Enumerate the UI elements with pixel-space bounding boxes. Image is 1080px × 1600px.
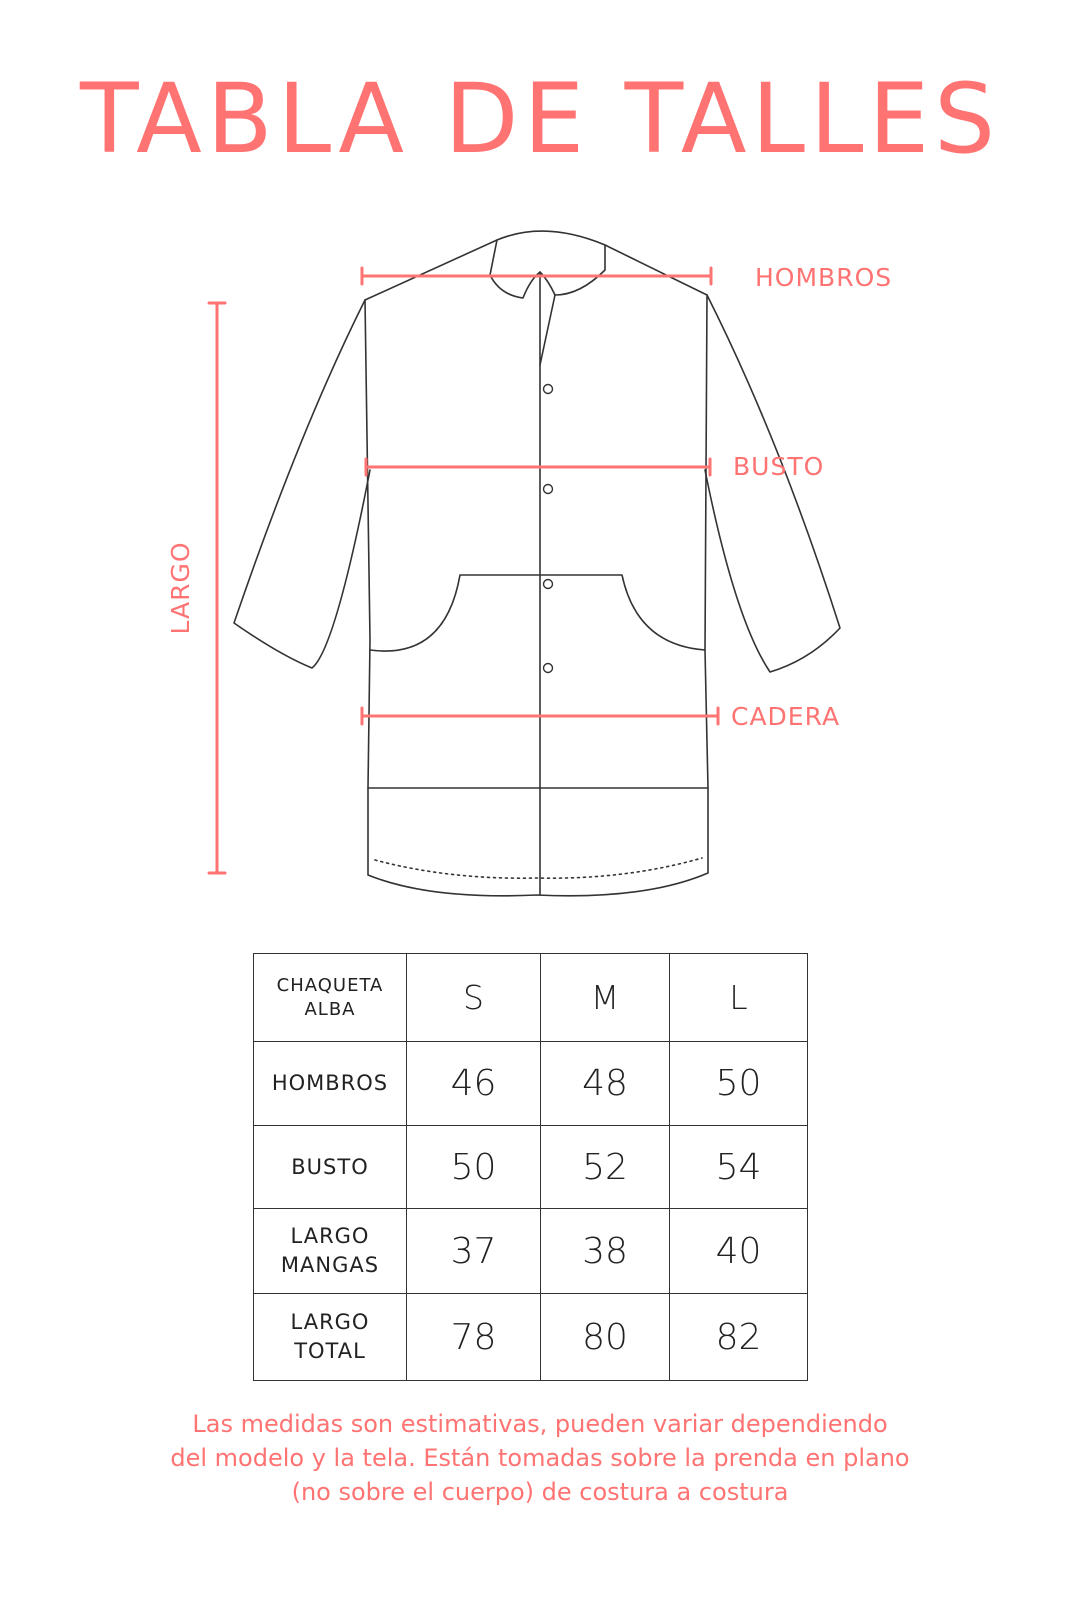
row-label-line: MANGAS xyxy=(280,1253,380,1277)
table-cell: 80 xyxy=(541,1294,670,1381)
button-4 xyxy=(544,664,553,673)
table-header-row xyxy=(254,954,808,1042)
size-header-l: L xyxy=(670,954,808,1042)
table-cell: 52 xyxy=(541,1126,670,1209)
row-label-line: HOMBROS xyxy=(271,1071,389,1095)
size-table xyxy=(253,953,808,1381)
right-sleeve xyxy=(705,295,840,672)
row-label-line: BUSTO xyxy=(291,1154,369,1179)
table-cell: 38 xyxy=(541,1209,670,1294)
jacket-outline xyxy=(365,240,708,896)
table-cell: 46 xyxy=(407,1042,541,1126)
button-1 xyxy=(544,385,553,394)
size-header-s: S xyxy=(407,954,541,1042)
disclaimer-note xyxy=(60,1407,1020,1509)
table-cell: 50 xyxy=(407,1126,541,1209)
table-cell: 78 xyxy=(407,1294,541,1381)
row-label xyxy=(254,1209,407,1294)
note-line: Las medidas son estimativas, pueden variar dependiendo xyxy=(192,1410,888,1438)
table-cell: 37 xyxy=(407,1209,541,1294)
jacket-collar xyxy=(490,231,605,298)
table-row xyxy=(254,1209,808,1294)
row-label-line: LARGO xyxy=(290,1224,370,1248)
left-sleeve xyxy=(234,300,370,668)
table-row xyxy=(254,1294,808,1381)
row-label xyxy=(254,1042,407,1126)
table-cell: 40 xyxy=(670,1209,808,1294)
table-corner-cell xyxy=(254,954,407,1042)
corner-line: CHAQUETA xyxy=(276,974,384,996)
row-label-line: LARGO xyxy=(290,1310,370,1334)
row-label xyxy=(254,1126,407,1209)
note-line: (no sobre el cuerpo) de costura a costura xyxy=(291,1478,789,1506)
table-row xyxy=(254,1042,808,1126)
table-cell: 48 xyxy=(541,1042,670,1126)
page-title: TABLA DE TALLES xyxy=(79,63,1001,175)
pocket-outline xyxy=(370,575,705,651)
corner-line: ALBA xyxy=(304,998,356,1020)
table-cell: 54 xyxy=(670,1126,808,1209)
row-label xyxy=(254,1294,407,1381)
table-cell: 82 xyxy=(670,1294,808,1381)
note-line: del modelo y la tela. Están tomadas sobre la prenda en plano xyxy=(170,1444,910,1472)
button-3 xyxy=(544,580,553,589)
largo-label: LARGO xyxy=(166,541,195,635)
table-row xyxy=(254,1126,808,1209)
button-2 xyxy=(544,485,553,494)
row-label-line: TOTAL xyxy=(294,1339,366,1363)
table-cell: 50 xyxy=(670,1042,808,1126)
cadera-label: CADERA xyxy=(731,702,841,731)
hombros-label: HOMBROS xyxy=(755,263,893,292)
busto-label: BUSTO xyxy=(733,452,825,481)
size-header-m: M xyxy=(541,954,670,1042)
